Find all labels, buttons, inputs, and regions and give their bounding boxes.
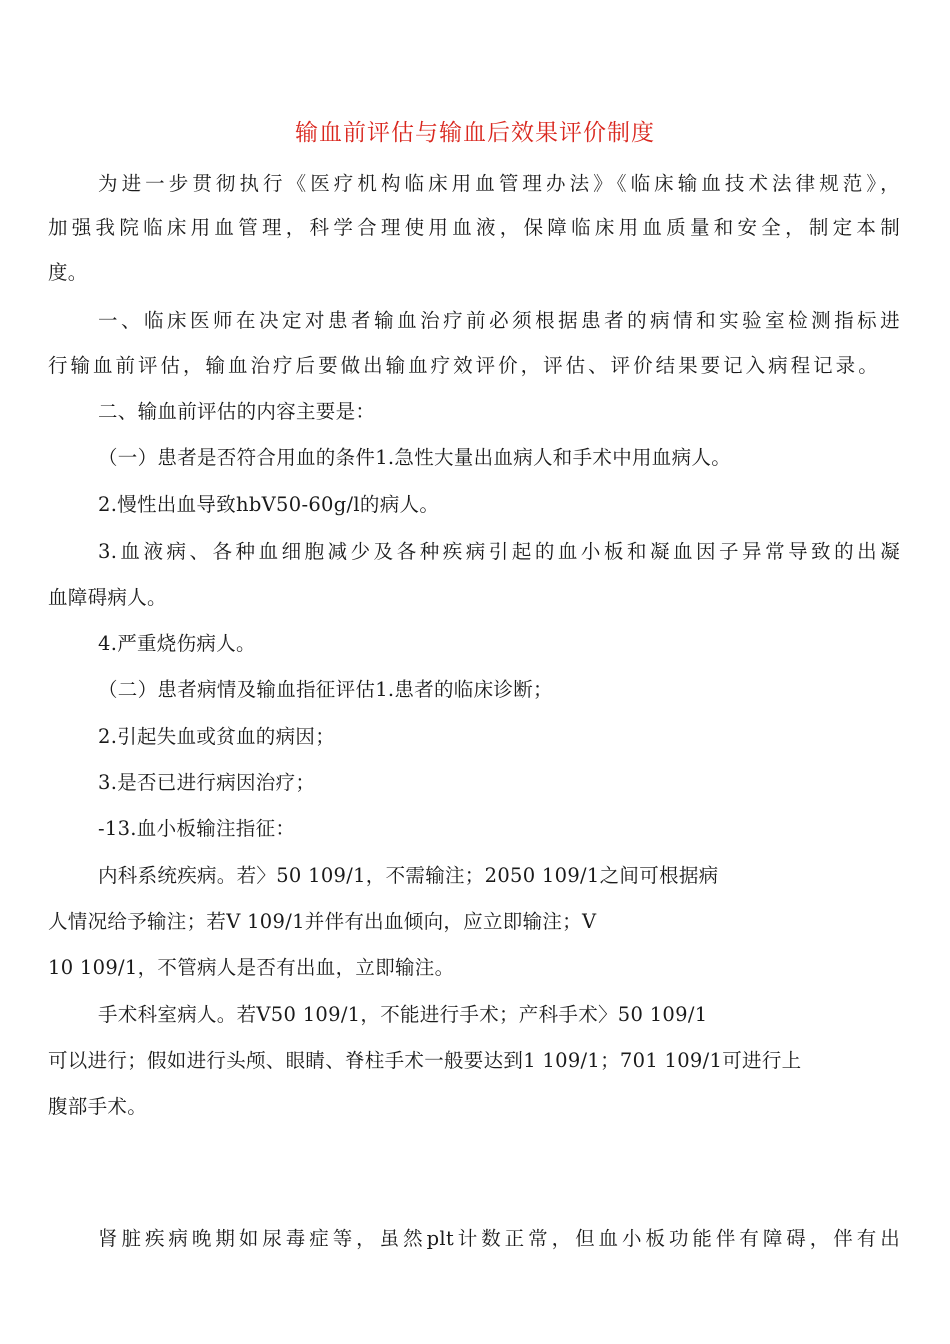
section2-item-b4: -13.血小板输注指征： (98, 817, 296, 840)
platelet-surgical-line-1: 手术科室病人。若V50 109/1，不能进行手术；产科手术〉50 109/1 (98, 1003, 708, 1026)
section2-item-a: （一）患者是否符合用血的条件1.急性大量出血病人和手术中用血病人。 (98, 446, 732, 469)
platelet-medical-line-3: 10 109/1，不管病人是否有出血，立即输注。 (48, 956, 455, 979)
section2-item-b3: 3.是否已进行病因治疗； (98, 771, 316, 794)
platelet-surgical-line-2: 可以进行；假如进行头颅、眼睛、脊柱手术一般要达到1 109/1；701 109/1可进行上 (48, 1049, 802, 1072)
section1-line-1: 一、临床医师在决定对患者输血治疗前必须根据患者的病情和实验室检测指标进 (98, 309, 900, 332)
section2-item-a3-line-2: 血障碍病人。 (48, 586, 167, 609)
intro-line-3: 度。 (48, 261, 88, 284)
intro-line-2: 加强我院临床用血管理，科学合理使用血液，保障临床用血质量和安全，制定本制 (48, 216, 900, 239)
platelet-medical-line-1: 内科系统疾病。若〉50 109/1，不需输注；2050 109/1之间可根据病 (98, 864, 719, 887)
section1-line-2: 行输血前评估，输血治疗后要做出输血疗效评价，评估、评价结果要记入病程记录。 (48, 354, 878, 377)
section2-heading: 二、输血前评估的内容主要是： (98, 400, 376, 423)
section2-item-b: （二）患者病情及输血指征评估1.患者的临床诊断； (98, 678, 553, 701)
section2-item-b2: 2.引起失血或贫血的病因； (98, 725, 336, 748)
kidney-disease-line-1: 肾脏疾病晚期如尿毒症等，虽然plt计数正常，但血小板功能伴有障碍，伴有出 (98, 1227, 900, 1250)
platelet-medical-line-2: 人情况给予输注；若V 109/1并伴有出血倾向，应立即输注；V (48, 910, 597, 933)
platelet-surgical-line-3: 腹部手术。 (48, 1095, 148, 1118)
intro-line-1: 为进一步贯彻执行《医疗机构临床用血管理办法》《临床输血技术法律规范》， (98, 172, 900, 195)
document-title: 输血前评估与输血后效果评价制度 (295, 120, 655, 146)
section2-item-a2: 2.慢性出血导致hbV50-60g/l的病人。 (98, 493, 440, 516)
section2-item-a3-line-1: 3.血液病、各种血细胞减少及各种疾病引起的血小板和凝血因子异常导致的出凝 (98, 540, 900, 563)
section2-item-a4: 4.严重烧伤病人。 (98, 632, 256, 655)
